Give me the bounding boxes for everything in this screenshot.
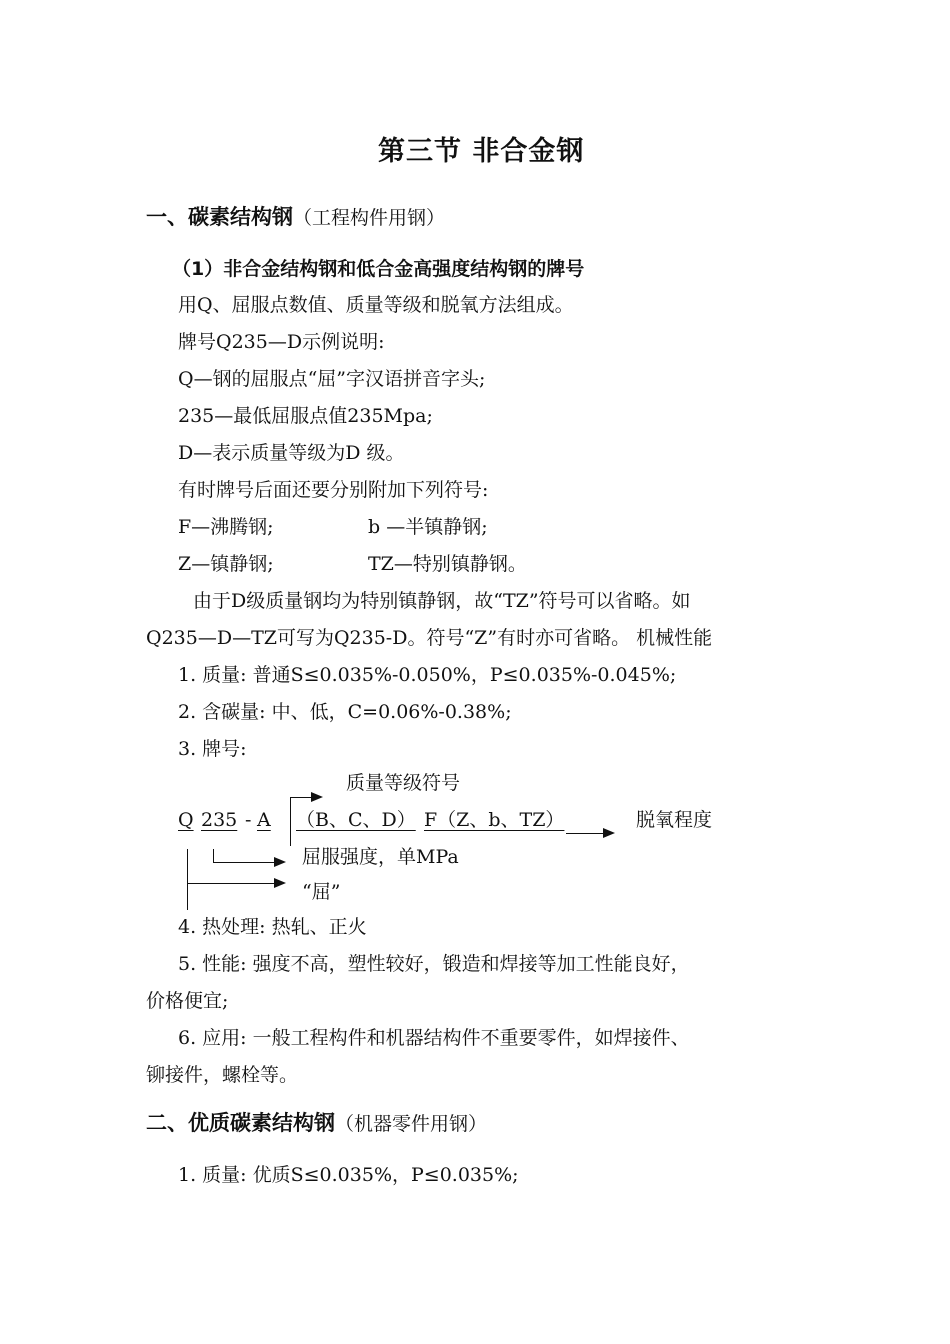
deoxidation-arrow-head <box>603 828 615 838</box>
list-item: 5. 性能: 强度不高，塑性较好，锻造和焊接等加工性能良好， <box>178 953 690 975</box>
subsection-heading: （1）非合金结构钢和低合金高强度结构钢的牌号 <box>172 258 585 280</box>
yield-bracket-vertical <box>213 849 214 863</box>
text-line: 用Q、屈服点数值、质量等级和脱氧方法组成。 <box>178 294 574 316</box>
symbol-f: F—沸腾钢; <box>178 516 274 538</box>
symbol-z: Z—镇静钢; <box>178 553 274 575</box>
qu-arrow-head <box>274 878 286 888</box>
yield-arrow-line <box>213 862 275 863</box>
designation-bcd: （B、C、D） <box>296 809 416 831</box>
paragraph-line: 由于D级质量钢均为特别镇静钢，故“TZ”符号可以省略。如 <box>193 590 691 612</box>
section-1-heading <box>146 205 445 230</box>
quality-grade-label: 质量等级符号 <box>346 772 461 794</box>
section-2-heading-paren: （机器零件用钢） <box>335 1113 488 1135</box>
symbol-b: b —半镇静钢; <box>368 516 488 538</box>
yield-arrow-head <box>274 857 286 867</box>
page-title: 第三节 非合金钢 <box>378 136 585 167</box>
text-line: Q—钢的屈服点“屈”字汉语拼音字头; <box>178 368 486 390</box>
section-2-heading <box>146 1111 487 1136</box>
list-item: 3. 牌号: <box>178 738 247 760</box>
qu-bracket-vertical <box>187 849 188 910</box>
designation-q: Q <box>178 809 194 831</box>
text-line: 235—最低屈服点值235Mpa; <box>178 405 433 427</box>
section-1-heading-paren: （工程构件用钢） <box>293 207 446 229</box>
quality-arrow-head <box>311 792 323 802</box>
symbol-tz: TZ—特别镇静钢。 <box>368 553 527 575</box>
qu-label: “屈” <box>302 881 341 903</box>
text-line: 有时牌号后面还要分别附加下列符号: <box>178 479 489 501</box>
section-2-heading-text: 二、优质碳素结构钢 <box>146 1111 335 1135</box>
yield-strength-label: 屈服强度，单MPa <box>302 846 459 868</box>
list-item: 1. 质量: 普通S≤0.035%-0.050%，P≤0.035%-0.045%; <box>178 664 677 686</box>
designation-a: A <box>257 809 271 831</box>
quality-bracket-vertical <box>290 797 291 846</box>
text-line: 牌号Q235—D示例说明: <box>178 331 385 353</box>
list-item-continuation: 价格便宜; <box>146 990 229 1012</box>
list-item: 4. 热处理: 热轧、正火 <box>178 916 367 938</box>
text-line: D—表示质量等级为D 级。 <box>178 442 405 464</box>
list-item: 1. 质量: 优质S≤0.035%，P≤0.035%; <box>178 1164 519 1186</box>
paragraph-line: Q235—D—TZ可写为Q235-D。符号“Z”有时亦可省略。 机械性能 <box>146 627 713 649</box>
list-item: 2. 含碳量: 中、低，C=0.06%-0.38%; <box>178 701 512 723</box>
deoxidation-arrow-line <box>566 833 604 834</box>
list-item-continuation: 铆接件，螺栓等。 <box>146 1064 299 1086</box>
designation-235: 235 <box>201 809 238 831</box>
designation-f-group: F（Z、b、TZ） <box>424 809 565 831</box>
designation-dash: - <box>245 809 252 831</box>
section-1-heading-text: 一、碳素结构钢 <box>146 205 293 229</box>
list-item: 6. 应用: 一般工程构件和机器结构件不重要零件，如焊接件、 <box>178 1027 690 1049</box>
qu-arrow-line <box>187 883 275 884</box>
quality-bracket-horizontal <box>290 797 312 798</box>
deoxidation-label: 脱氧程度 <box>636 809 713 831</box>
